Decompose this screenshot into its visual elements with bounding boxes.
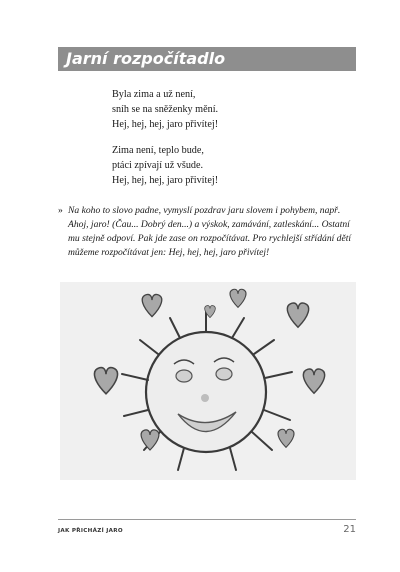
page-title: Jarní rozpočítadlo [66,49,226,68]
poem-line: Hej, hej, hej, jaro přivítej! [112,175,219,186]
instruction-text: Na koho to slovo padne, vymyslí pozdrav jaru slovem i pohybem, např. Ahoj, jaro! (Čau... Dobrý den...) a výskok, zamávání, zatleskání... Ostatní mu stejně odpoví. Pak jde zase on rozpočítávat. Pro rychlejší střídání dětí můžeme rozpočítávat jen: Hej, hej, hej, jaro přivítej! [68,205,352,258]
sun-face [146,332,266,452]
sun-nose [201,394,209,402]
poem-line: Byla zima a už není, [112,89,196,100]
child-drawing-sun [60,282,356,480]
bullet-icon: » [58,205,63,216]
poem-stanza [112,87,218,132]
instruction-paragraph [58,204,358,260]
poem-line: Hej, hej, hej, jaro přivítej! [112,119,219,130]
poem [112,87,218,199]
poem-line: sníh se na sněženky mění. [112,104,219,115]
poem-line: Zima není, teplo bude, [112,145,204,156]
title-bar [58,47,356,71]
footer-rule [58,519,356,520]
page-number: 21 [343,524,356,535]
sun-drawing-svg [60,282,356,480]
poem-line: ptáci zpívají už všude. [112,160,204,171]
footer-chapter: JAK PŘICHÁZÍ JARO [58,528,123,534]
poem-stanza [112,143,218,188]
